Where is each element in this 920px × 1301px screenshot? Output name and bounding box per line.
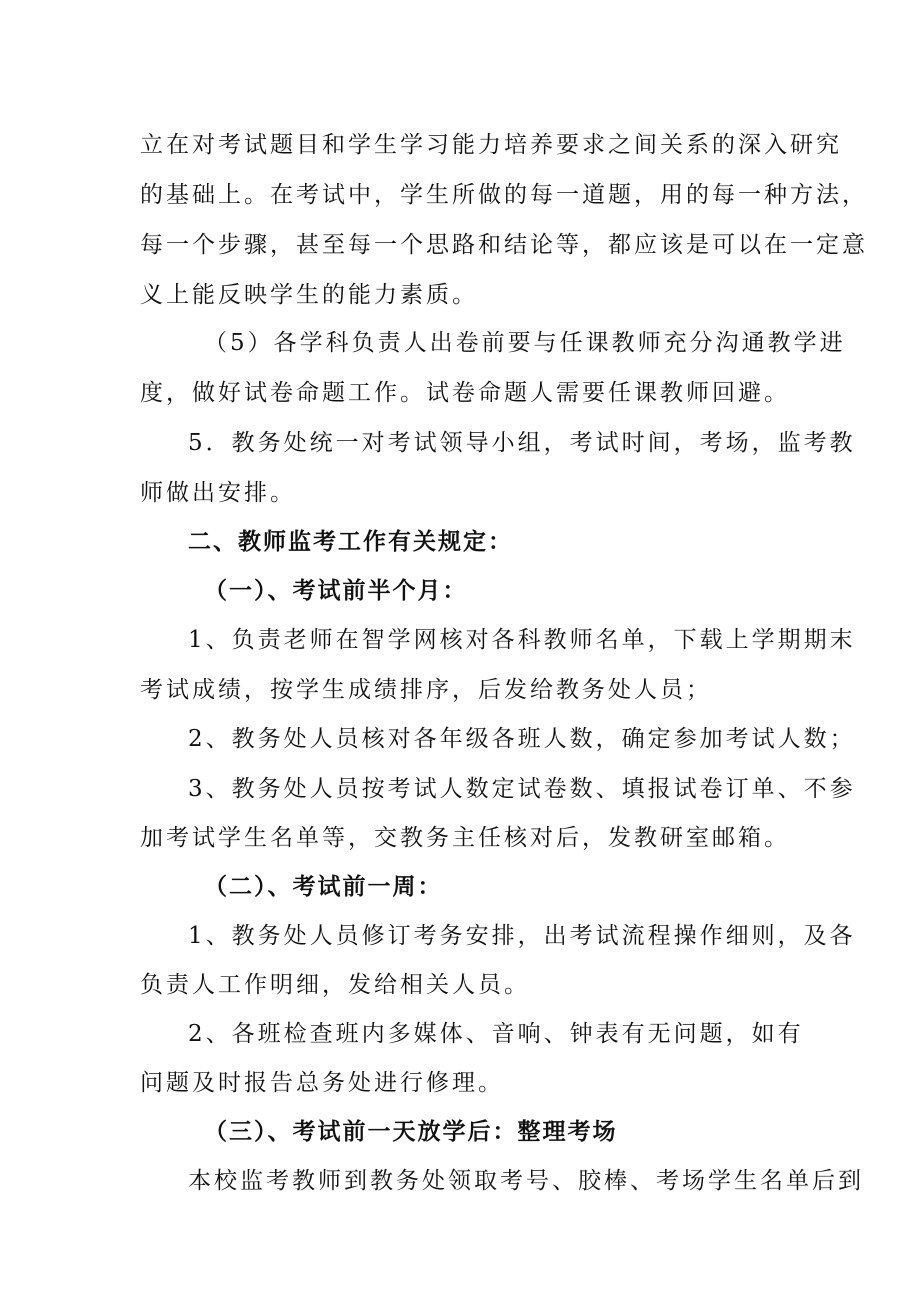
- subsection-heading: （一）、考试前半个月：: [204, 578, 468, 604]
- paragraph-line: 每一个步骤，甚至每一个思路和结论等，都应该是可以在一定意: [140, 232, 868, 258]
- paragraph-line: 5．教务处统一对考试领导小组，考试时间，考场，监考教: [188, 430, 856, 456]
- paragraph-line: 加考试学生名单等，交教务主任核对后，发教研室邮箱。: [140, 825, 790, 851]
- paragraph-line: 2、教务处人员核对各年级各班人数，确定参加考试人数；: [188, 726, 856, 752]
- paragraph-line: 3、教务处人员按考试人数定试卷数、填报试卷订单、不参: [188, 776, 856, 802]
- paragraph-line: 义上能反映学生的能力素质。: [140, 282, 478, 308]
- paragraph-line: 2、各班检查班内多媒体、音响、钟表有无问题，如有: [188, 1021, 804, 1047]
- section-heading: 二、教师监考工作有关规定：: [188, 529, 513, 555]
- subsection-heading: （三）、考试前一天放学后：整理考场: [204, 1119, 618, 1145]
- paragraph-line: 师做出安排。: [140, 480, 296, 506]
- paragraph-line: （5）各学科负责人出卷前要与任课教师充分沟通教学进: [204, 330, 846, 356]
- paragraph-line: 的基础上。在考试中，学生所做的每一道题，用的每一种方法，: [140, 182, 868, 208]
- paragraph-line: 1、负责老师在智学网核对各科教师名单，下载上学期期末: [188, 627, 856, 653]
- paragraph-line: 问题及时报告总务处进行修理。: [140, 1070, 504, 1096]
- paragraph-line: 负责人工作明细，发给相关人员。: [140, 972, 530, 998]
- paragraph-line: 度，做好试卷命题工作。试卷命题人需要任课教师回避。: [140, 380, 790, 406]
- subsection-heading: （二）、考试前一周：: [204, 874, 443, 900]
- paragraph-line: 1、教务处人员修订考务安排，出考试流程操作细则，及各: [188, 923, 856, 949]
- paragraph-line: 本校监考教师到教务处领取考号、胶棒、考场学生名单后到: [188, 1168, 864, 1194]
- paragraph-line: 立在对考试题目和学生学习能力培养要求之间关系的深入研究: [140, 132, 842, 158]
- paragraph-line: 考试成绩，按学生成绩排序，后发给教务处人员；: [140, 677, 712, 703]
